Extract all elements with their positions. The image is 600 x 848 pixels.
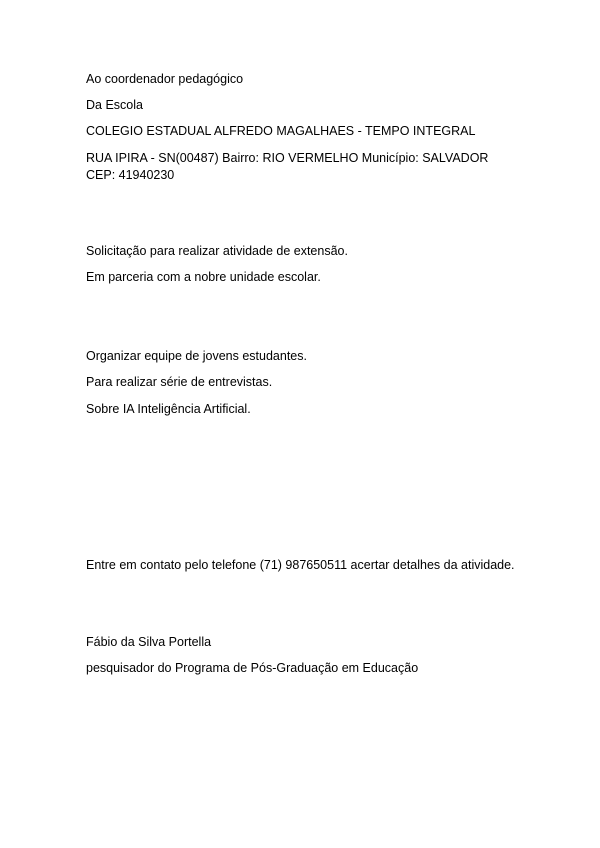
request-line-2: Em parceria com a nobre unidade escolar. [86,270,321,284]
activity-line-1: Organizar equipe de jovens estudantes. [86,349,307,363]
activity-line-3: Sobre IA Inteligência Artificial. [86,402,251,416]
school-prefix: Da Escola [86,98,143,112]
school-address: RUA IPIRA - SN(00487) Bairro: RIO VERMELHO Município: SALVADOR CEP: 41940230 [86,151,489,182]
greeting: Ao coordenador pedagógico [86,72,244,86]
request-line-1: Solicitação para realizar atividade de extensão. [86,244,348,258]
signature-name: Fábio da Silva Portella [86,635,212,649]
signature-role: pesquisador do Programa de Pós-Graduação em Educação [86,661,419,675]
activity-line-2: Para realizar série de entrevistas. [86,375,273,389]
school-name: COLEGIO ESTADUAL ALFREDO MAGALHAES - TEMPO INTEGRAL [86,124,476,138]
contact-line: Entre em contato pelo telefone (71) 987650511 acertar detalhes da atividade. [86,558,515,572]
